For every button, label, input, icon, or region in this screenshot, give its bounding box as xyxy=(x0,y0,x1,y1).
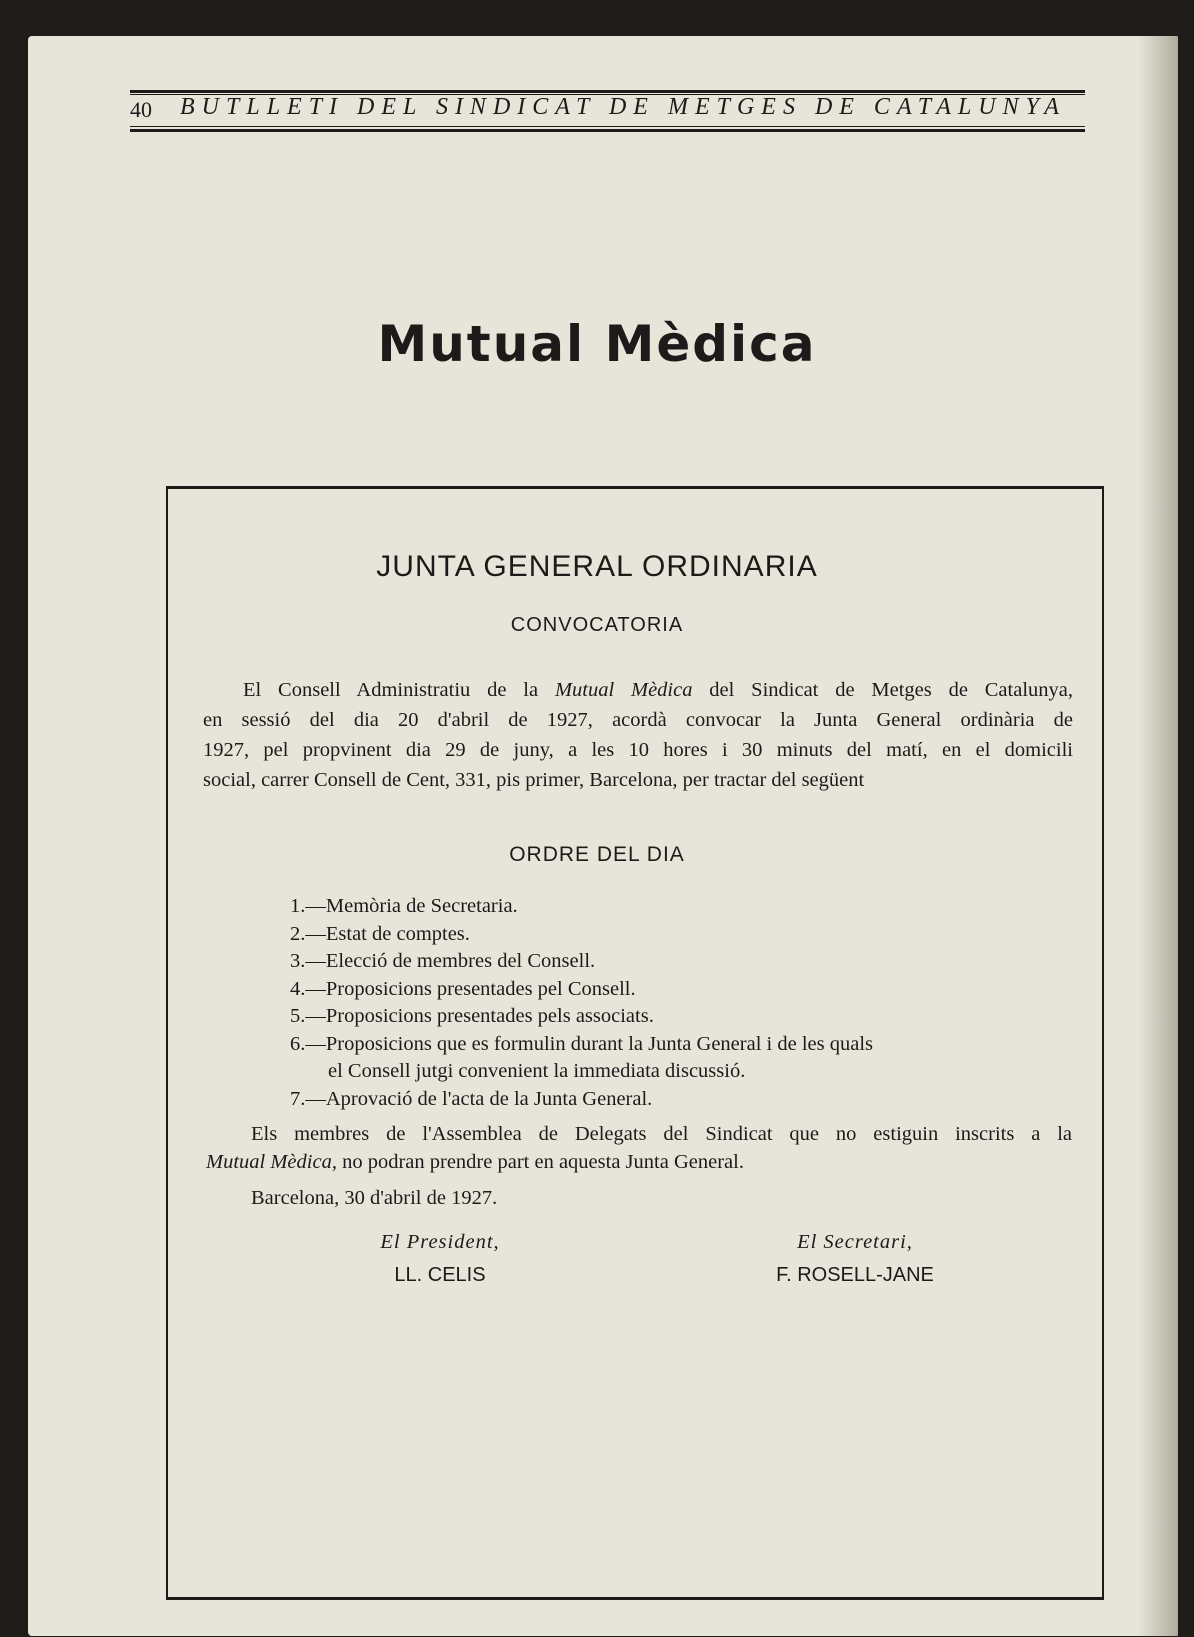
intro-italic-text: Mutual Mèdica xyxy=(554,679,693,701)
agenda-heading: ORDRE DEL DIA xyxy=(509,843,685,866)
intro-line: 1927, pel propvinent dia 29 de juny, a les 10 hores i 30 minuts del matí, en el domicili xyxy=(203,739,1073,761)
agenda-item: 7.—Aprovació de l'acta de la Junta General. xyxy=(290,1087,653,1110)
agenda-item: 5.—Proposicions presentades pels associats. xyxy=(290,1005,654,1027)
signature-name: F. ROSELL-JANE xyxy=(776,1264,934,1286)
intro-text: El Consell Administratiu de la xyxy=(243,679,555,701)
signature-president xyxy=(330,1231,550,1287)
agenda-item: 3.—Elecció de membres del Consell. xyxy=(290,950,596,972)
closing-text: no podran prendre part en aquesta Junta General. xyxy=(336,1151,744,1173)
signature-role: El Secretari, xyxy=(797,1231,913,1253)
agenda-item: 2.—Estat de comptes. xyxy=(290,922,470,945)
closing-paragraph xyxy=(206,1120,1072,1176)
intro-line xyxy=(203,675,1073,705)
header-rule-top-thick xyxy=(130,90,1085,93)
notice-date: Barcelona, 30 d'abril de 1927. xyxy=(251,1187,498,1209)
agenda-item: 4.—Proposicions presentades pel Consell. xyxy=(290,977,636,1000)
signature-secretary xyxy=(740,1231,970,1287)
closing-line xyxy=(206,1148,1072,1176)
article-title: Mutual Mèdica xyxy=(377,315,817,373)
intro-text: del Sindicat de Metges de Catalunya, xyxy=(692,679,1073,701)
page-edge-shadow xyxy=(1138,36,1178,1636)
header-rule-bottom-thick xyxy=(130,129,1085,132)
intro-line: social, carrer Consell de Cent, 331, pis primer, Barcelona, per tractar del següent xyxy=(203,769,865,791)
agenda-item: 1.—Memòria de Secretaria. xyxy=(290,895,518,917)
page-number: 40 xyxy=(130,97,152,122)
agenda-list xyxy=(290,893,990,1113)
agenda-item-continuation: el Consell jutgi convenient la immediata discussió. xyxy=(328,1060,746,1082)
agenda-item: 6.—Proposicions que es formulin durant la Junta General i de les quals xyxy=(290,1032,873,1055)
closing-italic-text: Mutual Mèdica, xyxy=(206,1151,337,1173)
intro-line: en sessió del dia 20 d'abril de 1927, acordà convocar la Junta General ordinària de xyxy=(203,709,1073,731)
notice-intro-paragraph xyxy=(203,675,1073,795)
signature-role: El President, xyxy=(380,1231,500,1253)
closing-line: Els membres de l'Assemblea de Delegats del Sindicat que no estiguin inscrits a la xyxy=(251,1123,1072,1145)
running-header xyxy=(130,80,1085,142)
notice-subheading: CONVOCATORIA xyxy=(510,614,684,636)
notice-heading: JUNTA GENERAL ORDINARIA xyxy=(376,550,818,583)
signature-name: LL. CELIS xyxy=(394,1264,486,1286)
header-rule-bottom-thin xyxy=(130,126,1085,127)
running-title: BUTLLETI DEL SINDICAT DE METGES DE CATALUNYA xyxy=(180,94,1066,120)
